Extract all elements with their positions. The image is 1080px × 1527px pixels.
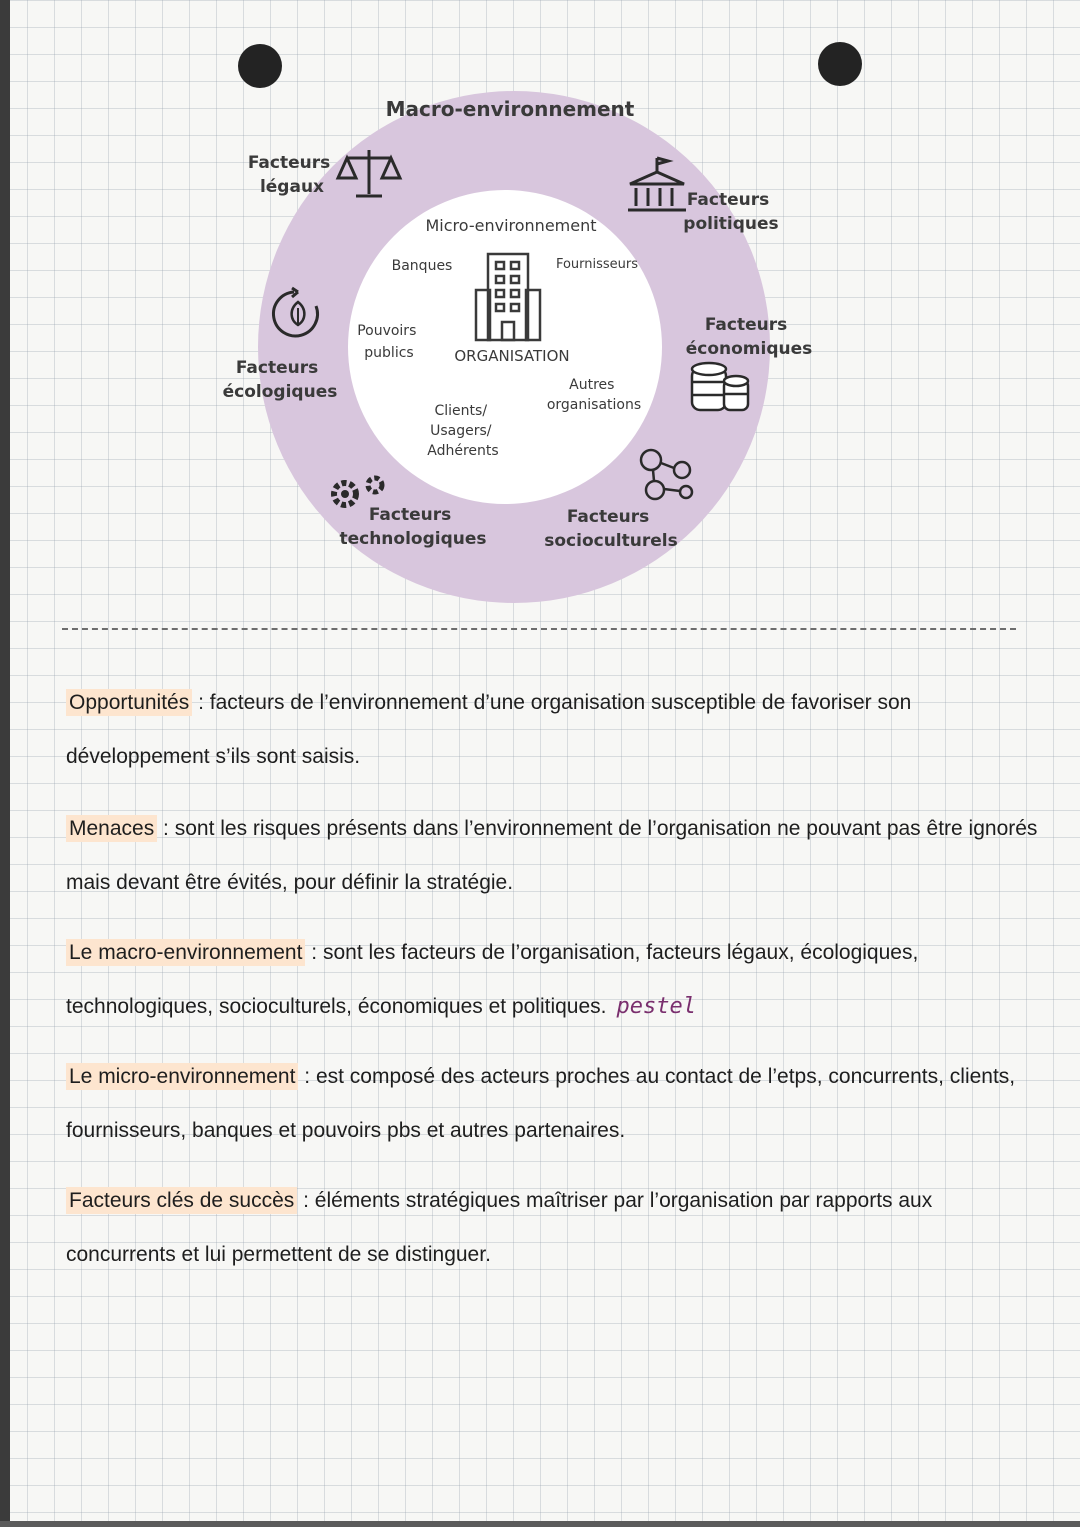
section-divider — [62, 628, 1016, 630]
term-macro-environnement: Le macro-environnement — [66, 939, 305, 966]
term-micro-environnement: Le micro-environnement — [66, 1063, 298, 1090]
handwritten-note-pestel: pestel — [616, 994, 696, 1019]
facteurs-economiques-label: Facteurs économiques — [685, 315, 813, 359]
pouvoirs-publics-label: Pouvoirs publics — [357, 323, 417, 361]
autres-organisations-label: Autres organisations — [546, 377, 642, 413]
term-menaces: Menaces — [66, 815, 157, 842]
facteurs-technologiques-label: Facteurs technologiques — [339, 505, 487, 549]
facteurs-ecologiques-label: Facteurs écologiques — [222, 358, 338, 402]
macro-title: Macro-environnement — [385, 97, 635, 121]
facteurs-politiques-label: Facteurs politiques — [683, 190, 779, 234]
definition-facteurs-cles — [66, 1174, 1038, 1282]
definition-micro-environnement — [66, 1050, 1038, 1158]
text-macro-environnement: : sont les facteurs de l’organisation, facteurs légaux, écologiques, technologiques, socioculturels, économiques et politiques. — [66, 941, 919, 1018]
environment-diagram — [0, 0, 1080, 640]
facteurs-legaux-label: Facteurs légaux — [247, 153, 331, 197]
text-menaces: : sont les risques présents dans l’environnement de l’organisation ne pouvant pas être ignorés mais devant être évités, pour définir la stratégie. — [66, 817, 1038, 894]
term-opportunites: Opportunités — [66, 689, 192, 716]
fournisseurs-label: Fournisseurs — [555, 257, 639, 272]
clients-usagers-adherents-label: Clients/ Usagers/ Adhérents — [427, 403, 499, 459]
definition-macro-environnement — [66, 926, 1038, 1034]
page-bottom-edge — [0, 1521, 1080, 1527]
text-facteurs-cles: : éléments stratégiques maîtriser par l’organisation par rapports aux concurrents et lui permettent de se distinguer. — [66, 1189, 933, 1266]
term-facteurs-cles: Facteurs clés de succès — [66, 1187, 297, 1214]
definition-opportunites — [66, 676, 1038, 784]
text-micro-environnement: : est composé des acteurs proches au contact de l’etps, concurrents, clients, fournisseurs, banques et pouvoirs pbs et autres partenaires. — [66, 1065, 1016, 1142]
banques-label: Banques — [391, 258, 453, 274]
text-opportunites: : facteurs de l’environnement d’une organisation susceptible de favoriser son développement s’ils sont saisis. — [66, 691, 912, 768]
definition-menaces — [66, 802, 1038, 910]
organisation-label: ORGANISATION — [454, 347, 570, 365]
facteurs-socioculturels-label: Facteurs socioculturels — [544, 507, 678, 551]
micro-title: Micro-environnement — [425, 216, 597, 235]
